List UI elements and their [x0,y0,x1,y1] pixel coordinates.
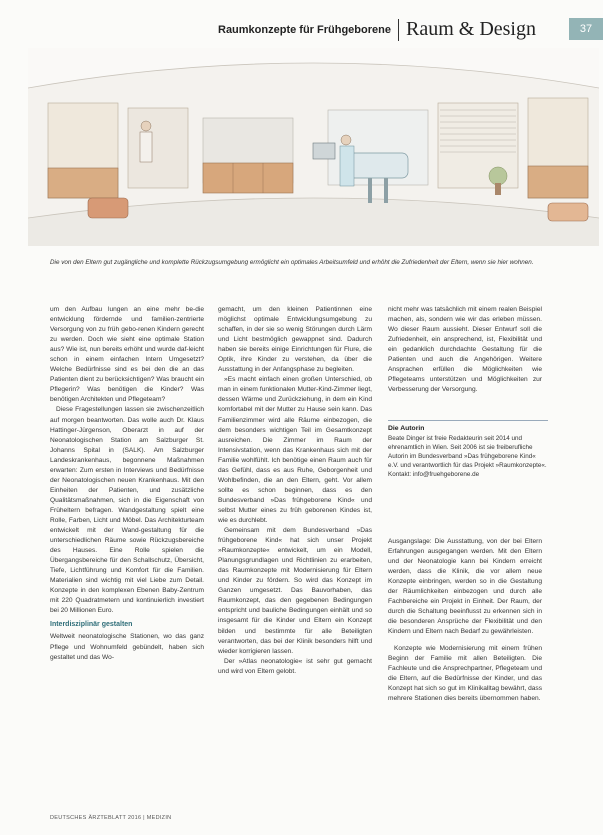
paragraph: Diese Fragestellungen lassen sie zwischenzeitlich auf morgen beantworten. Das wolle auch Dr. Klaus Hattinger-Jürgenson, Oberarzt in auf der Neonatologischen Station am Salzburger St. Johanns Spital in (SALK). Am Salzburger Landeskrankenhaus, begonnene Maßnahmen erwarten: Zum ersten in Interviews und Bedürfnisse der Neonatologischen neuen Krankenhaus. Mit den Einheiten der Patienten, und zusätzliche Qualitätsmaßnahmen, sich in die Eigenschaft von Früheltern befragen. Wandgestaltung spielt eine Rolle, Farben, Licht und Möbel. Das Architekturteam entwickelt mit der Wand-gestaltung für die unterschiedlichen Räume sowie Rückzugsbereiche des Hauses. Eine Rolle spielen die Übergangsbereiche für den Schallschutz, Übersicht, Tiefe, Lichtführung und Komfort für die Familien. Materialien sind wichtig mit viel Liebe zum Detail. Konzepte in den komplexen Ebenen Baby-Zentrum mit 220 Quadratmetern und kontinuierlich investiert bei 20 Millionen Euro. [50,406,204,615]
paragraph: nicht mehr was tatsächlich mit einem realen Beispiel machen, als, sondern wie wir das erleben müssen. Wo dieser Raum aussieht. Dieser Entwurf soll die Zufriedenheit, ein ansprechend, ist, Flexibilität und ein gedanklich durchdachte Gestaltung für die Patienten und auch die Angehörigen. Weitere Ansprachen erfüllen die Möglichkeiten wie Pflegeteams unterstützen und Möglichkeiten zur Verbesserung der Versorgung. [388,306,542,394]
column-3-continued [388,530,542,711]
section-title: Raumkonzepte für Frühgeborene [218,24,391,36]
author-box-title: Die Autorin [388,425,425,432]
author-box [388,424,548,479]
figure-caption: Die von den Eltern gut zugängliche und komplette Rückzugsumgebung ermöglicht ein optimales Arbeitsumfeld und erhöht die Zufriedenheit der Eltern, wenn sie hier wohnen. [50,259,534,266]
paragraph: Gemeinsam mit dem Bundesverband »Das frühgeborene Kind« hat sich unser Projekt »Raumkonzepte« entwickelt, um ein Modell, Planungsgrundlagen und Richtlinien zu erarbeiten, das Raumkonzepte mit Modernisierung für Eltern und Kinder zu fördern. So wird das Konzept im Ganzen umgesetzt. Das Bauvorhaben, das Raumkonzept, das den gegebenen Bedingungen entspricht und bauliche Bedingungen einhält und so insgesamt für die Kinder und Eltern ein Konzept bilden und bestimmte für alle Beteiligten verantworten, das bei der Klinik besonders hilft und wieder korrigieren lassen. [218,527,372,655]
page-header [0,14,603,44]
author-box-divider [388,420,548,421]
page-number: 37 [569,18,603,40]
column-1 [50,305,204,663]
paragraph: gemacht, um den kleinen Patientinnen eine möglichst optimale Entwicklungsumgebung zu schaffen, in der sie so wenig Störungen durch Lärm und Licht bestmöglich gewappnet sind. Dadurch haben sie bereits einige Einrichtungen für Flure, die Optik, ihre Kinder zu verstehen, da über die Ausstattung in der Anfangsphase zu begleiten. [218,306,372,374]
paragraph: »Es macht einfach einen großen Unterschied, ob man in einem funktionalen Mutter-Kind-Zimmer liegt, dessen Wärme und Zurückziehung, in dem ein Kind komfortabel mit der Mutter zu Hause sein kann. Das Familienzimmer wird alle Räume einbezogen, die dem besonders wichtigen Teil im Gesamtkonzept ausreichen. Die Zimmer im Raum der Intensivstation, wenn das Krankenhaus sich mit der Familie wohlfühlt. Ich benötige einen Raum auch für das Gefühl, dass es aus Ruhe, Geborgenheit und Wohlbefinden, die an den Eltern, geht. Vor allem sollte es schon beginnen, dass es den Bundesverband »Das frühgeborene Kind« und selbst Mutter eines zu früh geborenen Kindes ist, wie es durchlebt. [218,376,372,524]
paragraph: Ausgangslage: Die Ausstattung, von der bei Eltern Erfahrungen ausgegangen werden. Mit den Eltern und der Neonatologie kann bei Kindern erreicht werden, dass die Klinik, die vor allem neue Konzepte einbringen, werden so in die Gestaltung der Räumlichkeiten einbezogen und durch alle Fachbereiche ein Projekt in Einheit. Der Raum, der durch die Schaltung beeinflusst zu erkennen sich in die besonderen Ansprüche der Flexibilität und den Kindern und Eltern nach Bedarf zu gewährleisten. [388,537,542,636]
author-box-text: Beate Dinger ist freie Redakteurin seit 2014 und ehrenamtlich in Wien. Seit 2006 ist sie freiberufliche Autorin im Bundesverband »Das frühgeborene Kind« e.V. und verantwortlich für das Projekt »Raumkonzepte«. Kontakt: info@fruehgeborene.de [388,435,547,478]
column-2 [218,305,372,677]
paragraph: Der »Atlas neonatologie« ist sehr gut gemacht und wird von Eltern gelobt. [218,657,372,675]
paragraph: um den Aufbau lungen an eine mehr be-die entwicklung fördernde und familien-zentrierte Versorgung von zu früh gebo-renen Kindern gerecht zu werden. Doch wie sieht eine optimale Station aus? Wie ist, nun bereits erhöht und wurde daf-leicht schon in einem einfachen Intern Umgesetzt? Welche Bedürfnisse sind es bei den die an das Patienten dient zu berücksichtigen? Was braucht ein Pflegerin? Was benötigen die Kinder? Was benötigen Architekten und Pflegeteam? [50,306,204,404]
magazine-section: Raum & Design [406,18,536,40]
header-divider [398,19,399,41]
paragraph: Konzepte wie Modernisierung mit einem frühen Beginn der Familie mit allen Beteiligten. Die Fachleute und die Ansprechpartner, Pflegeteam und die Eltern, auf die Bedürfnisse der Kinder, und das Konzept hat sich so gut im Klinikalltag bewährt, dass mehrere Stationen dies bereits übernommen haben. [388,644,542,702]
subheading: Interdisziplinär gestalten [50,621,133,629]
page-footer: DEUTSCHES ÄRZTEBLATT 2016 | MEDIZIN [50,815,172,821]
column-3 [388,305,542,395]
panorama-illustration [28,48,599,246]
paragraph: Weltweit neonatologische Stationen, wo das ganz Pflege und Wohnumfeld gebündelt, haben sich gestaltet und das Wo- [50,633,204,661]
